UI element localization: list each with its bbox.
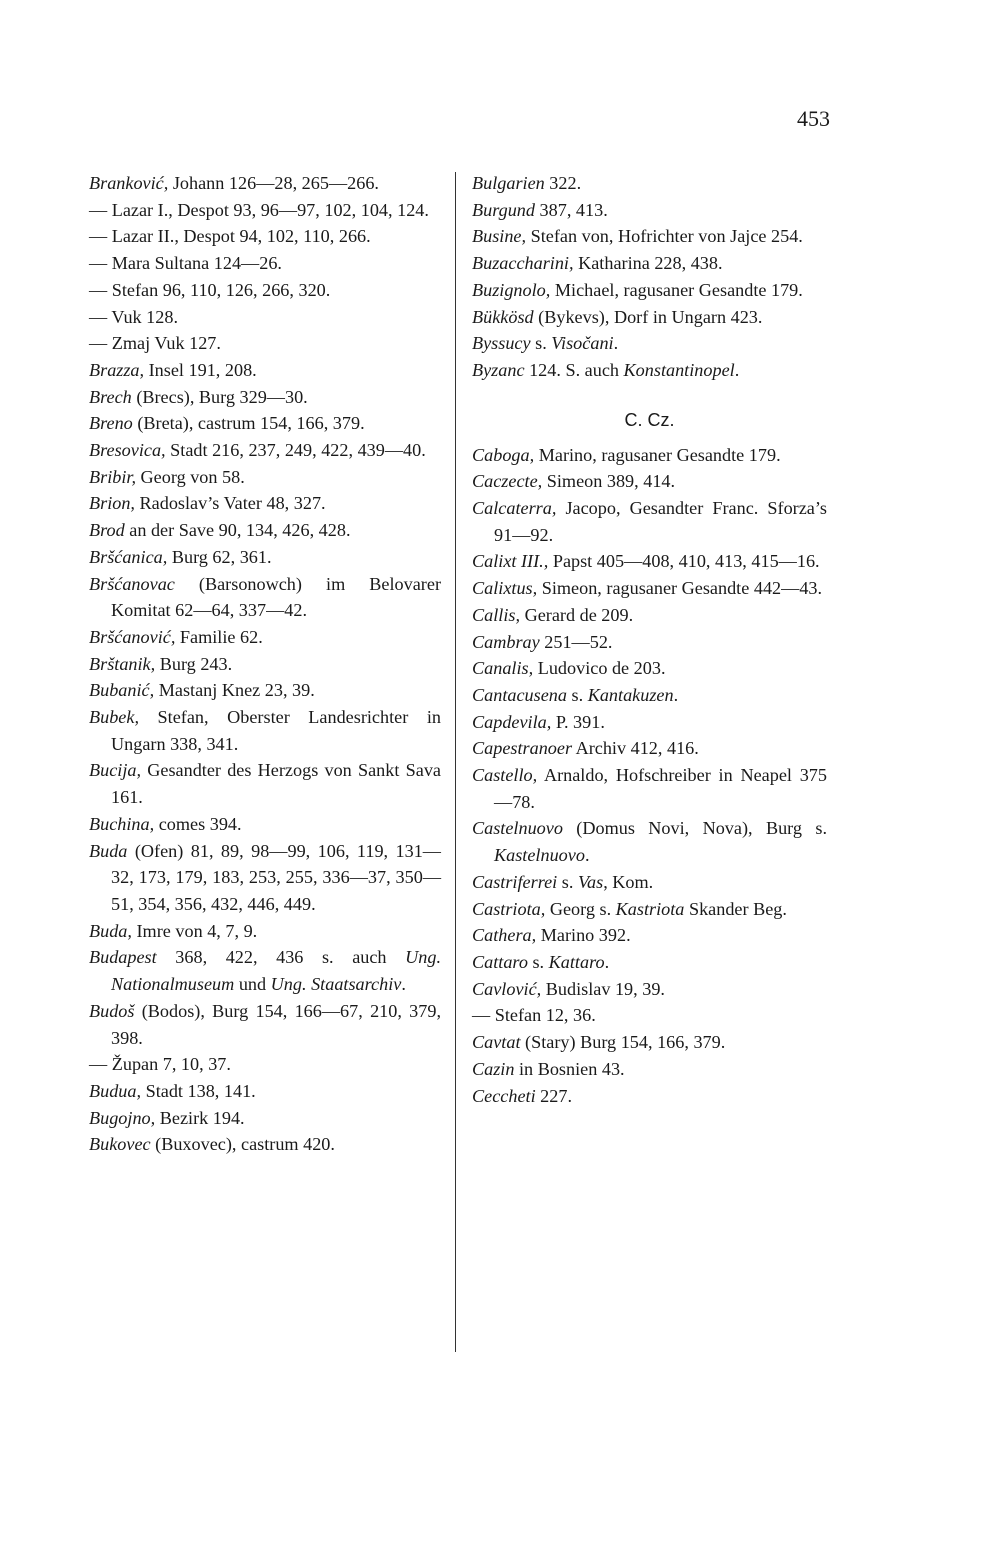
index-column-left xyxy=(89,170,441,1158)
index-entry xyxy=(472,629,827,656)
entry-text: Budislav 19, 39. xyxy=(541,978,665,999)
index-column-right xyxy=(472,170,827,1109)
index-entry xyxy=(472,197,827,224)
entry-headword: Byssucy xyxy=(472,333,531,354)
entry-text: Bezirk 194. xyxy=(155,1107,245,1128)
entry-cross-reference: Ung. Nationalmuseum xyxy=(111,947,441,995)
entry-headword: Brod xyxy=(89,520,125,541)
entry-headword: Caboga, xyxy=(472,444,535,465)
entry-text: Jacopo, Gesandter Franc. Sforza’s 91—92. xyxy=(494,498,827,545)
entry-text: Georg s. xyxy=(545,898,616,919)
entry-text: s. xyxy=(557,871,578,892)
index-entry xyxy=(89,410,441,437)
entry-text: Georg von 58. xyxy=(136,466,245,487)
index-entry xyxy=(472,548,827,575)
entry-headword: Bršćanica, xyxy=(89,546,168,567)
entry-headword: Cazin xyxy=(472,1058,515,1079)
entry-text: Imre von 4, 7, 9. xyxy=(131,920,258,941)
entry-headword: Caczecte, xyxy=(472,471,543,492)
entry-text: Michael, ragusaner Gesandte 179. xyxy=(550,279,803,300)
entry-headword: Budapest xyxy=(89,947,157,968)
entry-text: (Domus Novi, Nova), Burg s. xyxy=(562,818,827,839)
entry-text: 124. S. auch xyxy=(524,359,624,380)
index-entry xyxy=(89,1078,441,1105)
entry-headword: Canalis, xyxy=(472,658,534,679)
entry-headword: Bršćanović, xyxy=(89,626,176,647)
index-entry xyxy=(472,330,827,357)
index-entry xyxy=(472,304,827,331)
entry-cross-reference: Kastelnuovo xyxy=(494,845,585,866)
index-entry xyxy=(472,442,827,469)
index-entry xyxy=(89,490,441,517)
entry-text: Familie 62. xyxy=(175,626,263,647)
entry-headword: Bulgarien xyxy=(472,173,545,193)
entry-cross-reference: Kastriota xyxy=(615,898,685,919)
index-entry xyxy=(472,682,827,709)
index-entry xyxy=(89,624,441,651)
entry-headword: Buchina, xyxy=(89,813,155,834)
entry-headword: Byzanc xyxy=(472,359,525,380)
entry-headword: Brazza, xyxy=(89,359,145,380)
entry-headword: Branković, xyxy=(89,173,169,193)
index-entry xyxy=(89,170,441,197)
entry-headword: Castelnuovo xyxy=(472,818,563,839)
entry-text: (Bodos), Burg 154, 166—67, 210, 379, 398. xyxy=(111,1000,441,1048)
index-entry xyxy=(89,197,441,224)
entry-text: Johann 126—28, 265—266. xyxy=(168,173,379,193)
entry-cross-reference: Konstantinopel xyxy=(623,359,735,380)
index-entry xyxy=(89,437,441,464)
entry-subentry-text: — Stefan 12, 36. xyxy=(472,1005,596,1026)
index-entry xyxy=(89,544,441,571)
entry-headword: Cathera, xyxy=(472,925,537,946)
entry-text: Marino, ragusaner Gesandte 179. xyxy=(534,444,781,465)
index-entry xyxy=(472,815,827,868)
index-entry xyxy=(472,762,827,815)
entry-headword: Buzignolo, xyxy=(472,279,551,300)
entry-headword: Brion, xyxy=(89,493,135,514)
entry-subentry-text: — Stefan 96, 110, 126, 266, 320. xyxy=(89,279,331,300)
entry-headword: Ceccheti xyxy=(472,1085,536,1106)
entry-subentry-text: — Lazar I., Despot 93, 96—97, 102, 104, 124. xyxy=(89,199,429,220)
entry-headword: Buzaccharini, xyxy=(472,253,574,274)
entry-text: . xyxy=(734,359,740,380)
entry-text: Katharina 228, 438. xyxy=(573,253,723,274)
entry-headword: Breno xyxy=(89,413,133,434)
index-entry xyxy=(89,464,441,491)
entry-cross-reference: Vas xyxy=(577,871,604,892)
entry-headword: Brštanik, xyxy=(89,653,156,674)
index-entry xyxy=(89,571,441,624)
index-entry xyxy=(472,357,827,384)
index-entry xyxy=(89,1105,441,1132)
entry-headword: Cavlović, xyxy=(472,978,542,999)
index-entry xyxy=(472,1029,827,1056)
index-entry xyxy=(472,223,827,250)
entry-headword: Bucija, xyxy=(89,760,142,781)
entry-headword: Budoš xyxy=(89,1000,135,1021)
entry-headword: Calixtus, xyxy=(472,578,538,599)
entry-text: (Barsonowch) im Belovarer Komitat 62—64, 337—42. xyxy=(111,573,441,621)
entry-text: Radoslav’s Vater 48, 327. xyxy=(134,493,326,514)
index-entry xyxy=(89,250,441,277)
entry-text: 227. xyxy=(535,1085,572,1106)
entry-text: s. xyxy=(566,684,588,705)
entry-text: s. xyxy=(527,951,549,972)
entry-text: Papst 405—408, 410, 413, 415—16. xyxy=(548,551,820,572)
index-entry xyxy=(89,651,441,678)
index-entry xyxy=(89,330,441,357)
index-entry xyxy=(472,869,827,896)
entry-text: s. xyxy=(530,333,552,354)
entry-text: (Ofen) 81, 89, 98—99, 106, 119, 131—32, 173, 179, 183, 253, 255, 336—37, 350—51, 354, 356, 432, 446, 449. xyxy=(111,840,441,914)
index-entry xyxy=(89,998,441,1051)
entry-text: Simeon 389, 414. xyxy=(542,471,676,492)
index-entry xyxy=(472,896,827,923)
entry-text: comes 394. xyxy=(154,813,242,834)
entry-text: . xyxy=(613,333,619,354)
entry-text: 251—52. xyxy=(539,631,613,652)
entry-headword: Budua, xyxy=(89,1080,142,1101)
entry-subentry-text: — Mara Sultana 124—26. xyxy=(89,253,282,274)
index-entry xyxy=(472,949,827,976)
entry-subentry-text: — Župan 7, 10, 37. xyxy=(89,1054,231,1075)
entry-headword: Buda, xyxy=(89,920,132,941)
entry-headword: Cattaro xyxy=(472,951,528,972)
entry-headword: Bubanić, xyxy=(89,680,155,701)
entry-headword: Buda xyxy=(89,840,128,861)
entry-text: Burg 62, 361. xyxy=(167,546,272,567)
entry-text: Marino 392. xyxy=(536,925,631,946)
entry-headword: Capestranoer xyxy=(472,738,573,759)
index-entry xyxy=(472,709,827,736)
entry-text: Mastanj Knez 23, 39. xyxy=(154,680,315,701)
index-entry xyxy=(472,277,827,304)
entry-text: 387, 413. xyxy=(534,199,608,220)
entry-subentry-text: — Vuk 128. xyxy=(89,306,179,327)
entry-headword: Capdevila, xyxy=(472,711,552,732)
index-entry xyxy=(472,602,827,629)
entry-headword: Callis, xyxy=(472,604,521,625)
entry-text: Arnaldo, Hofschreiber in Neapel 375—78. xyxy=(494,765,827,812)
index-entry xyxy=(472,250,827,277)
entry-text: (Buxovec), castrum 420. xyxy=(150,1134,335,1155)
entry-headword: Bršćanovac xyxy=(89,573,175,594)
entry-text: an der Save 90, 134, 426, 428. xyxy=(124,520,351,541)
index-entry xyxy=(89,704,441,757)
index-entry xyxy=(89,357,441,384)
index-entry xyxy=(89,277,441,304)
entry-headword: Busine, xyxy=(472,226,527,247)
entry-headword: Calixt III., xyxy=(472,551,549,572)
entry-text: Skander Beg. xyxy=(684,898,787,919)
entry-cross-reference: Visočani xyxy=(551,333,614,354)
entry-headword: Bresovica, xyxy=(89,440,166,461)
entry-text: Ludovico de 203. xyxy=(533,658,666,679)
index-entry xyxy=(89,1131,441,1158)
section-heading: C. Cz. xyxy=(624,409,675,430)
entry-text: Stadt 216, 237, 249, 422, 439—40. xyxy=(165,440,426,461)
entry-text: Gesandter des Herzogs von Sankt Sava 161. xyxy=(111,760,441,808)
entry-text: Archiv 412, 416. xyxy=(572,738,699,759)
index-entry xyxy=(472,495,827,548)
index-entry xyxy=(472,976,827,1003)
index-entry xyxy=(89,384,441,411)
entry-headword: Castello, xyxy=(472,765,538,786)
index-entry xyxy=(89,223,441,250)
entry-text: P. 391. xyxy=(551,711,605,732)
index-entry xyxy=(472,1083,827,1110)
entry-text: (Breta), castrum 154, 166, 379. xyxy=(132,413,365,434)
entry-headword: Bribir, xyxy=(89,466,136,487)
entry-text: . xyxy=(584,845,590,866)
entry-text: (Bykevs), Dorf in Ungarn 423. xyxy=(533,306,763,327)
entry-text: in Bosnien 43. xyxy=(514,1058,625,1079)
entry-headword: Bubek, xyxy=(89,707,139,728)
index-entry xyxy=(472,1002,827,1029)
entry-text: 368, 422, 436 s. auch xyxy=(156,947,406,968)
entry-text: Stefan, Oberster Landesrichter in Ungarn 338, 341. xyxy=(111,707,441,754)
entry-text: (Stary) Burg 154, 166, 379. xyxy=(520,1032,726,1053)
index-entry xyxy=(472,922,827,949)
entry-text: Stefan von, Hofrichter von Jajce 254. xyxy=(526,226,803,247)
entry-subentry-text: — Lazar II., Despot 94, 102, 110, 266. xyxy=(89,226,371,247)
page-number: 453 xyxy=(797,106,830,131)
entry-text: Insel 191, 208. xyxy=(144,359,257,380)
entry-cross-reference: Kattaro xyxy=(548,951,605,972)
index-entry xyxy=(89,757,441,810)
entry-headword: Calcaterra, xyxy=(472,498,557,519)
index-entry xyxy=(472,575,827,602)
entry-cross-reference: Ung. Staatsarchiv xyxy=(270,974,402,995)
column-divider xyxy=(455,172,456,1352)
index-entry xyxy=(89,811,441,838)
entry-text: Stadt 138, 141. xyxy=(141,1080,256,1101)
index-entry xyxy=(472,735,827,762)
entry-headword: Cambray xyxy=(472,631,540,652)
entry-headword: Burgund xyxy=(472,199,535,220)
entry-text: Gerard de 209. xyxy=(520,604,634,625)
index-entry xyxy=(472,468,827,495)
index-entry xyxy=(89,1051,441,1078)
entry-text: . xyxy=(604,951,610,972)
index-entry xyxy=(472,655,827,682)
index-entry xyxy=(472,170,827,197)
entry-text: 322. xyxy=(544,173,582,193)
index-section-b-continued xyxy=(472,170,827,384)
index-entry xyxy=(472,1056,827,1083)
entry-headword: Cavtat xyxy=(472,1032,521,1053)
entry-headword: Castriferrei xyxy=(472,871,558,892)
entry-text: Burg 243. xyxy=(155,653,233,674)
index-entry xyxy=(89,677,441,704)
index-entry xyxy=(89,304,441,331)
entry-cross-reference: Kantakuzen xyxy=(587,684,674,705)
entry-headword: Brech xyxy=(89,386,132,407)
entry-headword: Cantacusena xyxy=(472,684,567,705)
entry-text: (Brecs), Burg 329—30. xyxy=(131,386,308,407)
entry-headword: Castriota, xyxy=(472,898,546,919)
index-entry xyxy=(89,918,441,945)
index-entry xyxy=(89,517,441,544)
index-section-c xyxy=(472,442,827,1110)
entry-text: , Kom. xyxy=(603,871,654,892)
entry-text: und xyxy=(234,974,271,995)
entry-headword: Bukovec xyxy=(89,1134,151,1155)
entry-text: . xyxy=(673,684,679,705)
index-entry xyxy=(89,838,441,918)
entry-text: Simeon, ragusaner Gesandte 442—43. xyxy=(537,578,823,599)
index-entry xyxy=(89,944,441,997)
entry-subentry-text: — Zmaj Vuk 127. xyxy=(89,333,221,354)
entry-text: . xyxy=(401,974,406,995)
entry-headword: Bükkösd xyxy=(472,306,534,327)
entry-headword: Bugojno, xyxy=(89,1107,156,1128)
